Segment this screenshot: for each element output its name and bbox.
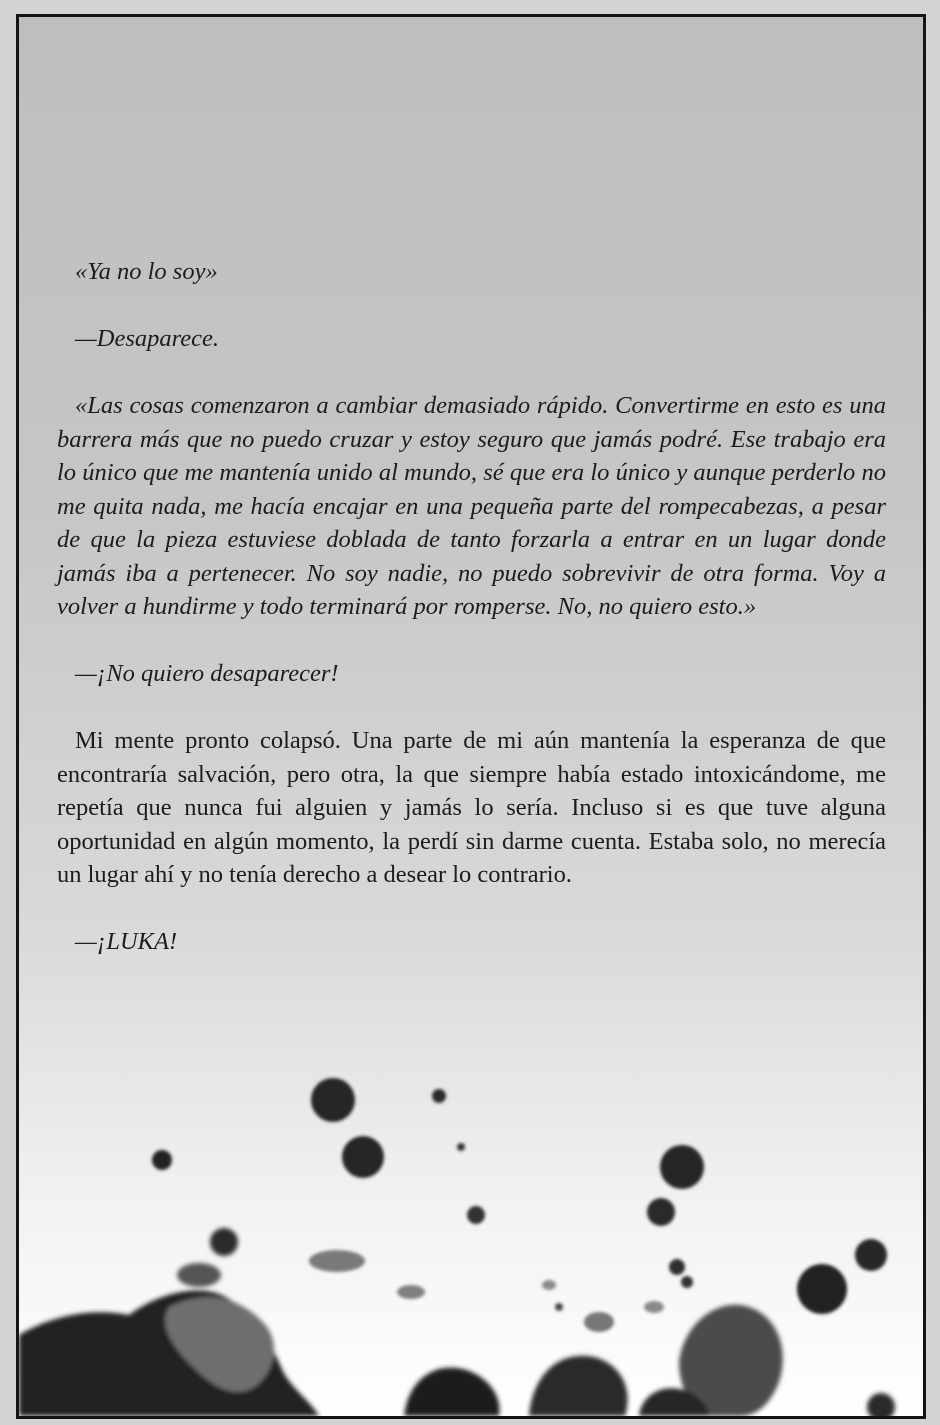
- ink-drop: [681, 1276, 693, 1288]
- ink-smear: [644, 1301, 664, 1313]
- ink-smear: [309, 1250, 365, 1272]
- paragraph-no-quiero-desaparecer: —¡No quiero desaparecer!: [75, 660, 339, 687]
- ink-drop: [797, 1264, 847, 1314]
- ink-smear: [177, 1263, 221, 1287]
- paragraph-ya-no-lo-soy: «Ya no lo soy»: [75, 258, 218, 285]
- page-panel: [16, 14, 926, 1419]
- ink-blot-middle: [404, 1368, 500, 1416]
- ink-blot-center: [529, 1356, 628, 1416]
- ink-drop: [152, 1150, 172, 1170]
- paragraph-monologue: «Las cosas comenzaron a cambiar demasiado rápido. Convertirme en esto es una barrera más que no puedo cruzar y estoy seguro que jamás podré. Ese trabajo era lo único que me mantenía unido al mundo, sé que era lo único y aunque perderlo no me quita nada, me hacía encajar en una pequeña parte del rompecabezas, a pesar de que la pieza estuviese doblada de tanto forzarla a entrar en un lugar donde jamás iba a pertenecer. No soy nadie, no puedo sobrevivir de otra forma. Voy a volver a hundirme y todo terminará por romperse. No, no quiero esto.»: [57, 392, 886, 620]
- ink-drop: [669, 1259, 685, 1275]
- ink-drop: [210, 1228, 238, 1256]
- ink-smear: [542, 1280, 556, 1290]
- ink-smear: [397, 1285, 425, 1299]
- paragraph-narration: Mi mente pronto colapsó. Una parte de mi aún mantenía la esperanza de que encontraría salvación, pero otra, la que siempre había estado intoxicándome, me repetía que nunca fui alguien y jamás lo sería. Incluso si es que tuve alguna oportunidad en algún momento, la perdí sin darme cuenta. Estaba solo, no merecía un lugar ahí y no tenía derecho a desear lo contrario.: [57, 727, 886, 888]
- ink-drop: [311, 1078, 355, 1122]
- paragraph-desaparece: —Desaparece.: [75, 325, 220, 352]
- ink-drop: [457, 1143, 465, 1151]
- ink-drop: [467, 1206, 485, 1224]
- ink-drop: [867, 1393, 895, 1416]
- story-text: [57, 255, 886, 959]
- ink-drop: [660, 1145, 704, 1189]
- ink-drop: [555, 1303, 563, 1311]
- ink-drop: [432, 1089, 446, 1103]
- ink-drop: [342, 1136, 384, 1178]
- ink-drop: [855, 1239, 887, 1271]
- ink-smear: [584, 1312, 614, 1332]
- ink-drop: [647, 1198, 675, 1226]
- paragraph-luka: —¡LUKA!: [75, 928, 178, 955]
